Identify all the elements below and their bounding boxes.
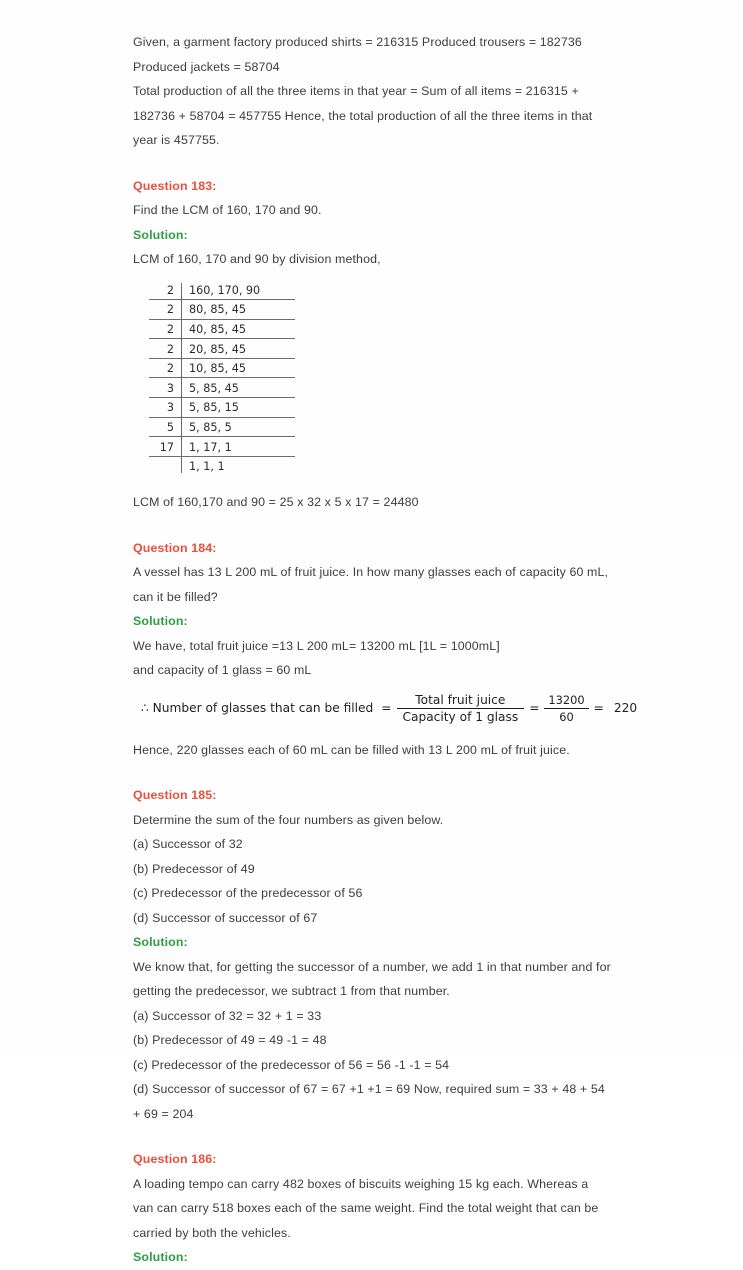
question-185-solution-intro: We know that, for getting the successor of a number, we add 1 in that number and for getting the predecessor, we subtract 1 from that number. bbox=[133, 959, 611, 999]
document-content bbox=[133, 30, 638, 1270]
question-183-result: LCM of 160,170 and 90 = 25 x 32 x 5 x 17 = 24480 bbox=[133, 495, 419, 510]
lcm-values: 5, 85, 15 bbox=[189, 401, 239, 415]
lcm-table-row bbox=[147, 339, 277, 359]
lcm-values: 10, 85, 45 bbox=[189, 362, 246, 376]
equation-result: 220 bbox=[613, 701, 638, 716]
question-184-block bbox=[133, 536, 638, 763]
question-186-text: A loading tempo can carry 482 boxes of biscuits weighing 15 kg each. Whereas a van can carry 518 boxes each of the same weight. Find the total weight that can be carried by both the vehicles. bbox=[133, 1176, 599, 1240]
lcm-divisor: 5 bbox=[166, 420, 174, 434]
question-184-line-1: We have, total fruit juice =13 L 200 mL= 13200 mL [1L = 1000mL] bbox=[133, 638, 500, 653]
question-186-block bbox=[133, 1147, 611, 1270]
lcm-table-row-final bbox=[147, 457, 277, 477]
question-184-line-2: and capacity of 1 glass = 60 mL bbox=[133, 663, 312, 678]
question-185-text: Determine the sum of the four numbers as given below. bbox=[133, 812, 444, 827]
spacer bbox=[133, 476, 611, 490]
lcm-values: 40, 85, 45 bbox=[189, 322, 246, 336]
question-185-step-d: (d) Successor of successor of 67 = 67 +1 +1 = 69 Now, required sum = 33 + 48 + 54 + 69 = 204 bbox=[133, 1082, 605, 1121]
question-186-solution-label: Solution: bbox=[133, 1250, 188, 1265]
fraction-denominator: 60 bbox=[559, 709, 574, 724]
lcm-table-row bbox=[147, 378, 277, 398]
lcm-divisor: 3 bbox=[166, 381, 174, 395]
question-184-conclusion: Hence, 220 glasses each of 60 mL can be filled with 13 L 200 mL of fruit juice. bbox=[133, 742, 570, 757]
question-184-heading: Question 184: bbox=[133, 540, 217, 555]
glasses-equation-figure bbox=[141, 692, 638, 724]
lcm-values: 1, 1, 1 bbox=[189, 460, 225, 474]
spacer bbox=[133, 515, 611, 536]
lcm-values: 160, 170, 90 bbox=[189, 283, 261, 297]
question-185-step-a: (a) Successor of 32 = 32 + 1 = 33 bbox=[133, 1008, 322, 1023]
question-185-option-a: (a) Successor of 32 bbox=[133, 837, 243, 852]
fraction-denominator: Capacity of 1 glass bbox=[402, 709, 519, 724]
lcm-values: 80, 85, 45 bbox=[189, 303, 246, 317]
lcm-division-table-figure bbox=[147, 281, 277, 477]
fraction-numerator: Total fruit juice bbox=[415, 692, 506, 707]
question-185-option-b: (b) Predecessor of 49 bbox=[133, 861, 255, 876]
question-184-solution-label: Solution: bbox=[133, 614, 188, 629]
spacer bbox=[133, 762, 611, 783]
lcm-table-row bbox=[147, 359, 277, 379]
equation-lead-text: ∴ Number of glasses that can be filled bbox=[141, 701, 374, 716]
lcm-divisor: 17 bbox=[159, 440, 174, 454]
lcm-divisor: 2 bbox=[166, 283, 174, 297]
question-183-solution-label: Solution: bbox=[133, 227, 188, 242]
lcm-table-row bbox=[147, 398, 277, 418]
lcm-divisor: 3 bbox=[166, 401, 174, 415]
fraction-words bbox=[397, 693, 525, 724]
lcm-values: 20, 85, 45 bbox=[189, 342, 246, 356]
lcm-divisor: 2 bbox=[166, 322, 174, 336]
lcm-table-row bbox=[147, 281, 277, 301]
lcm-table-row bbox=[147, 418, 277, 438]
spacer bbox=[133, 1126, 611, 1147]
question-185-block bbox=[133, 783, 611, 1126]
lcm-values: 5, 85, 5 bbox=[189, 420, 232, 434]
spacer bbox=[133, 153, 611, 174]
question-185-option-d: (d) Successor of successor of 67 bbox=[133, 910, 318, 925]
question-183-text: Find the LCM of 160, 170 and 90. bbox=[133, 203, 322, 217]
lcm-divisor: 2 bbox=[166, 303, 174, 317]
question-185-solution-label: Solution: bbox=[133, 935, 188, 950]
question-185-option-c: (c) Predecessor of the predecessor of 56 bbox=[133, 886, 363, 901]
lcm-table-row bbox=[147, 437, 277, 457]
question-185-step-c: (c) Predecessor of the predecessor of 56 = 56 -1 -1 = 54 bbox=[133, 1057, 450, 1072]
question-184-text: A vessel has 13 L 200 mL of fruit juice. In how many glasses each of capacity 60 mL, can it be filled? bbox=[133, 565, 609, 604]
question-185-step-b: (b) Predecessor of 49 = 49 -1 = 48 bbox=[133, 1033, 327, 1048]
fraction-numerator: 13200 bbox=[548, 692, 585, 707]
question-183-heading: Question 183: bbox=[133, 178, 217, 193]
intro-paragraph-1: Given, a garment factory produced shirts = 216315 Produced trousers = 182736 Produced jackets = 58704 bbox=[133, 35, 582, 74]
fraction-numbers bbox=[544, 693, 588, 724]
lcm-values: 1, 17, 1 bbox=[189, 440, 232, 454]
lcm-table-row bbox=[147, 300, 277, 320]
intro-paragraph-2: Total production of all the three items in that year = Sum of all items = 216315 + 182736 + 58704 = 457755 Hence, the total production of all the three items in that year is 457755. bbox=[133, 84, 593, 147]
lcm-values: 5, 85, 45 bbox=[189, 381, 239, 395]
question-183-solution-intro: LCM of 160, 170 and 90 by division method, bbox=[133, 252, 381, 266]
lcm-divisor: 2 bbox=[166, 362, 174, 376]
equals-sign-3: = bbox=[593, 701, 604, 716]
lcm-divisor: 2 bbox=[166, 342, 174, 356]
spacer bbox=[133, 724, 611, 738]
question-183-block bbox=[133, 174, 611, 515]
question-185-heading: Question 185: bbox=[133, 788, 217, 803]
question-186-heading: Question 186: bbox=[133, 1152, 217, 1167]
equals-sign-1: = bbox=[381, 701, 392, 716]
lcm-table-row bbox=[147, 320, 277, 340]
equals-sign-2: = bbox=[529, 701, 540, 716]
